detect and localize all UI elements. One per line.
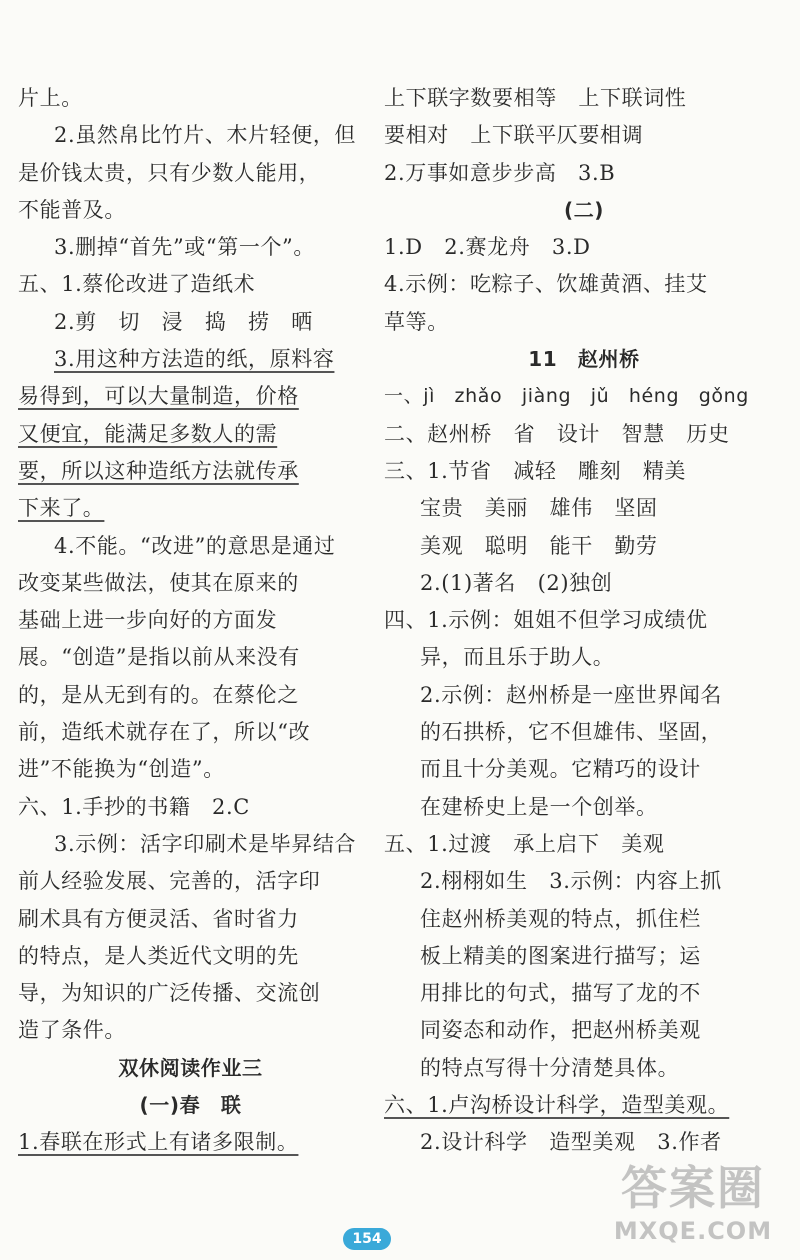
text-line: 美观 聪明 能干 勤劳 — [420, 533, 658, 558]
text-line: 宝贵 美丽 雄伟 坚固 — [420, 496, 658, 521]
text-line: 而且十分美观。它精巧的设计 — [420, 757, 701, 782]
right-column — [384, 80, 784, 1162]
text-line: 2.栩栩如生 3.示例：内容上抓 — [420, 869, 722, 894]
text-line: 改变某些做法，使其在原来的 — [18, 570, 299, 595]
watermark-url: MXQE.COM — [613, 1217, 773, 1245]
section-six-heading: 六、1.手抄的书籍 2.C — [18, 794, 250, 819]
text-line: 的石拱桥，它不但雄伟、坚固， — [420, 720, 723, 745]
text-line: 2.示例：赵州桥是一座世界闻名 — [420, 682, 723, 707]
text-line: 的，是从无到有的。在蔡伦之 — [18, 682, 299, 707]
text-line: 上下联字数要相等 上下联词性 — [384, 86, 687, 110]
page-number: 154 — [343, 1228, 391, 1250]
text-line: 草等。 — [384, 309, 449, 334]
underlined-text: 易得到，可以大量制造，价格 — [18, 384, 299, 409]
text-line: 住赵州桥美观的特点，抓住栏 — [420, 906, 701, 931]
watermark — [598, 1160, 788, 1256]
text-line: 前，造纸术就存在了，所以“改 — [18, 720, 311, 745]
text-line: 是价钱太贵，只有少数人能用， — [18, 160, 321, 185]
text-line: 的特点写得十分清楚具体。 — [420, 1055, 680, 1080]
text-line: 展。“创造”是指以前从来没有 — [18, 645, 300, 670]
underlined-text: 下来了。 — [18, 496, 105, 521]
text-line: 四、1.示例：姐姐不但学习成绩优 — [384, 608, 708, 633]
underlined-text: 要，所以这种造纸方法就传承 — [18, 458, 299, 483]
text-line: 前人经验发展、完善的，活字印 — [18, 869, 321, 894]
text-line: 不能普及。 — [18, 197, 126, 222]
text-line: 的特点，是人类近代文明的先 — [18, 943, 299, 968]
text-line: 2.虽然帛比竹片、木片轻便，但 — [54, 123, 357, 148]
text-line: 2.剪 切 浸 捣 捞 晒 — [54, 309, 313, 334]
text-line: 片上。 — [18, 86, 83, 110]
text-line: 用排比的句式，描写了龙的不 — [420, 981, 701, 1006]
text-line: 基础上进一步向好的方面发 — [18, 608, 278, 633]
watermark-logo-text: 答案圈 — [621, 1161, 765, 1215]
text-line: 2.万事如意步步高 3.B — [384, 160, 616, 185]
section-five-heading: 五、1.蔡伦改进了造纸术 — [18, 272, 256, 297]
text-line: 进”不能换为“创造”。 — [18, 757, 225, 782]
text-line: 在建桥史上是一个创举。 — [420, 794, 658, 819]
lesson-title: 11 赵州桥 — [528, 347, 640, 372]
text-line: 3.删掉“首先”或“第一个”。 — [54, 235, 315, 260]
pinyin-line: 一、jì zhǎo jiàng jǔ héng gǒng — [384, 385, 749, 408]
text-line: 五、1.过渡 承上启下 美观 — [384, 831, 665, 856]
text-line: 1.D 2.赛龙舟 3.D — [384, 235, 591, 260]
text-line: 4.示例：吃粽子、饮雄黄酒、挂艾 — [384, 272, 708, 297]
text-line: 二、赵州桥 省 设计 智慧 历史 — [384, 421, 730, 446]
left-column — [18, 80, 363, 1162]
text-line: 同姿态和动作，把赵州桥美观 — [420, 1018, 701, 1043]
text-line: 刷术具有方便灵活、省时省力 — [18, 906, 299, 931]
text-line: 2.设计科学 造型美观 3.作者 — [420, 1130, 722, 1155]
subsection-title: (一)春 联 — [139, 1093, 242, 1118]
text-line: 4.不能。“改进”的意思是通过 — [54, 533, 336, 558]
text-line: 2.(1)著名 (2)独创 — [420, 570, 613, 595]
subsection-title: (二) — [563, 197, 605, 222]
underlined-text: 六、1.卢沟桥设计科学，造型美观。 — [384, 1093, 730, 1118]
text-line: 要相对 上下联平仄要相调 — [384, 123, 644, 148]
underlined-text: 1.春联在形式上有诸多限制。 — [18, 1130, 299, 1155]
section-title: 双休阅读作业三 — [118, 1055, 263, 1080]
text-line: 3.示例：活字印刷术是毕昇结合 — [54, 831, 357, 856]
underlined-text: 3.用这种方法造的纸，原料容 — [54, 347, 335, 372]
text-line: 三、1.节省 减轻 雕刻 精美 — [384, 458, 687, 483]
text-line: 板上精美的图案进行描写；运 — [420, 943, 701, 968]
text-line: 导，为知识的广泛传播、交流创 — [18, 981, 321, 1006]
text-line: 造了条件。 — [18, 1018, 126, 1043]
text-line: 异，而且乐于助人。 — [420, 645, 615, 670]
underlined-text: 又便宜，能满足多数人的需 — [18, 421, 278, 446]
